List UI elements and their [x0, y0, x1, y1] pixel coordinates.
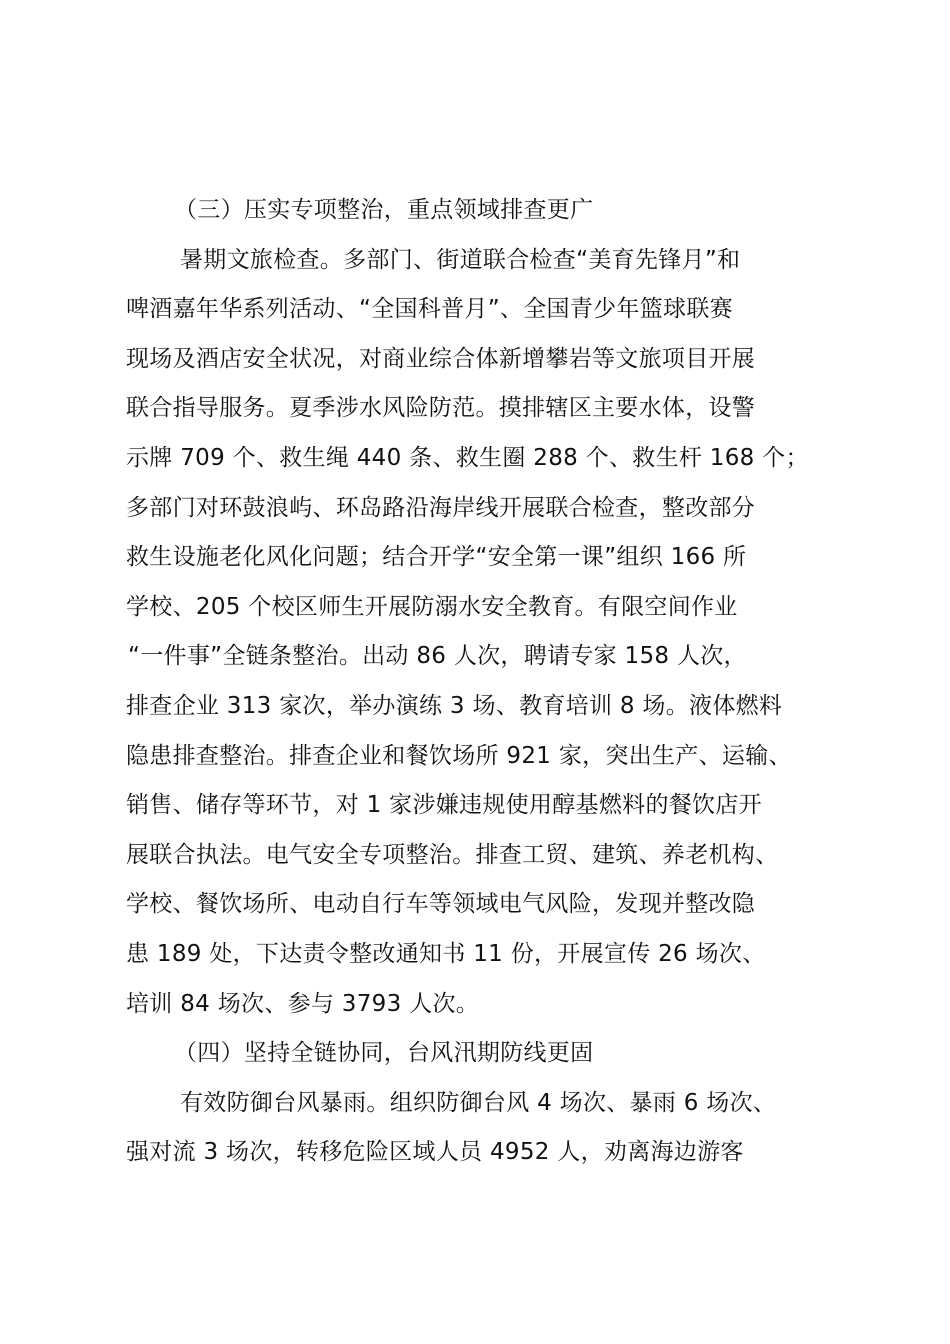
paragraph-line: 救生设施老化风化问题；结合开学“安全第一课”组织 166 所	[126, 544, 747, 571]
section-heading-4: （四）坚持全链协同，台风汛期防线更固	[174, 1040, 594, 1067]
paragraph-line: 有效防御台风暴雨。组织防御台风 4 场次、暴雨 6 场次、	[180, 1089, 777, 1116]
document-body	[126, 186, 836, 1178]
paragraph-line: 啤酒嘉年华系列活动、“全国科普月”、全国青少年篮球联赛	[126, 296, 733, 323]
paragraph-line: 隐患排查整治。排查企业和餐饮场所 921 家，突出生产、运输、	[126, 742, 792, 769]
paragraph-line: “一件事”全链条整治。出动 86 人次，聘请专家 158 人次，	[128, 643, 747, 670]
paragraph-line: 销售、储存等环节，对 1 家涉嫌违规使用醇基燃料的餐饮店开	[126, 792, 762, 819]
paragraph-line: 现场及酒店安全状况，对商业综合体新增攀岩等文旅项目开展	[126, 345, 756, 372]
paragraph-line: 患 189 处，下达责令整改通知书 11 份，开展宣传 26 场次、	[126, 940, 766, 967]
paragraph-line: 学校、餐饮场所、电动自行车等领域电气风险，发现并整改隐	[126, 891, 756, 918]
paragraph-line: 排查企业 313 家次，举办演练 3 场、教育培训 8 场。液体燃料	[126, 692, 783, 719]
section-heading-3: （三）压实专项整治，重点领域排查更广	[174, 197, 594, 223]
paragraph-line: 强对流 3 场次，转移危险区域人员 4952 人，劝离海边游客	[126, 1139, 744, 1166]
paragraph-line: 学校、205 个校区师生开展防溺水安全教育。有限空间作业	[126, 593, 738, 620]
paragraph-line: 培训 84 场次、参与 3793 人次。	[126, 990, 480, 1017]
paragraph-line: 暑期文旅检查。多部门、街道联合检查“美育先锋月”和	[180, 246, 741, 273]
paragraph-line: 多部门对环鼓浪屿、环岛路沿海岸线开展联合检查，整改部分	[126, 494, 756, 521]
paragraph-line: 联合指导服务。夏季涉水风险防范。摸排辖区主要水体，设警	[126, 395, 756, 422]
paragraph-line: 展联合执法。电气安全专项整治。排查工贸、建筑、养老机构、	[126, 841, 779, 868]
paragraph-line: 示牌 709 个、救生绳 440 条、救生圈 288 个、救生杆 168 个；	[126, 444, 809, 471]
